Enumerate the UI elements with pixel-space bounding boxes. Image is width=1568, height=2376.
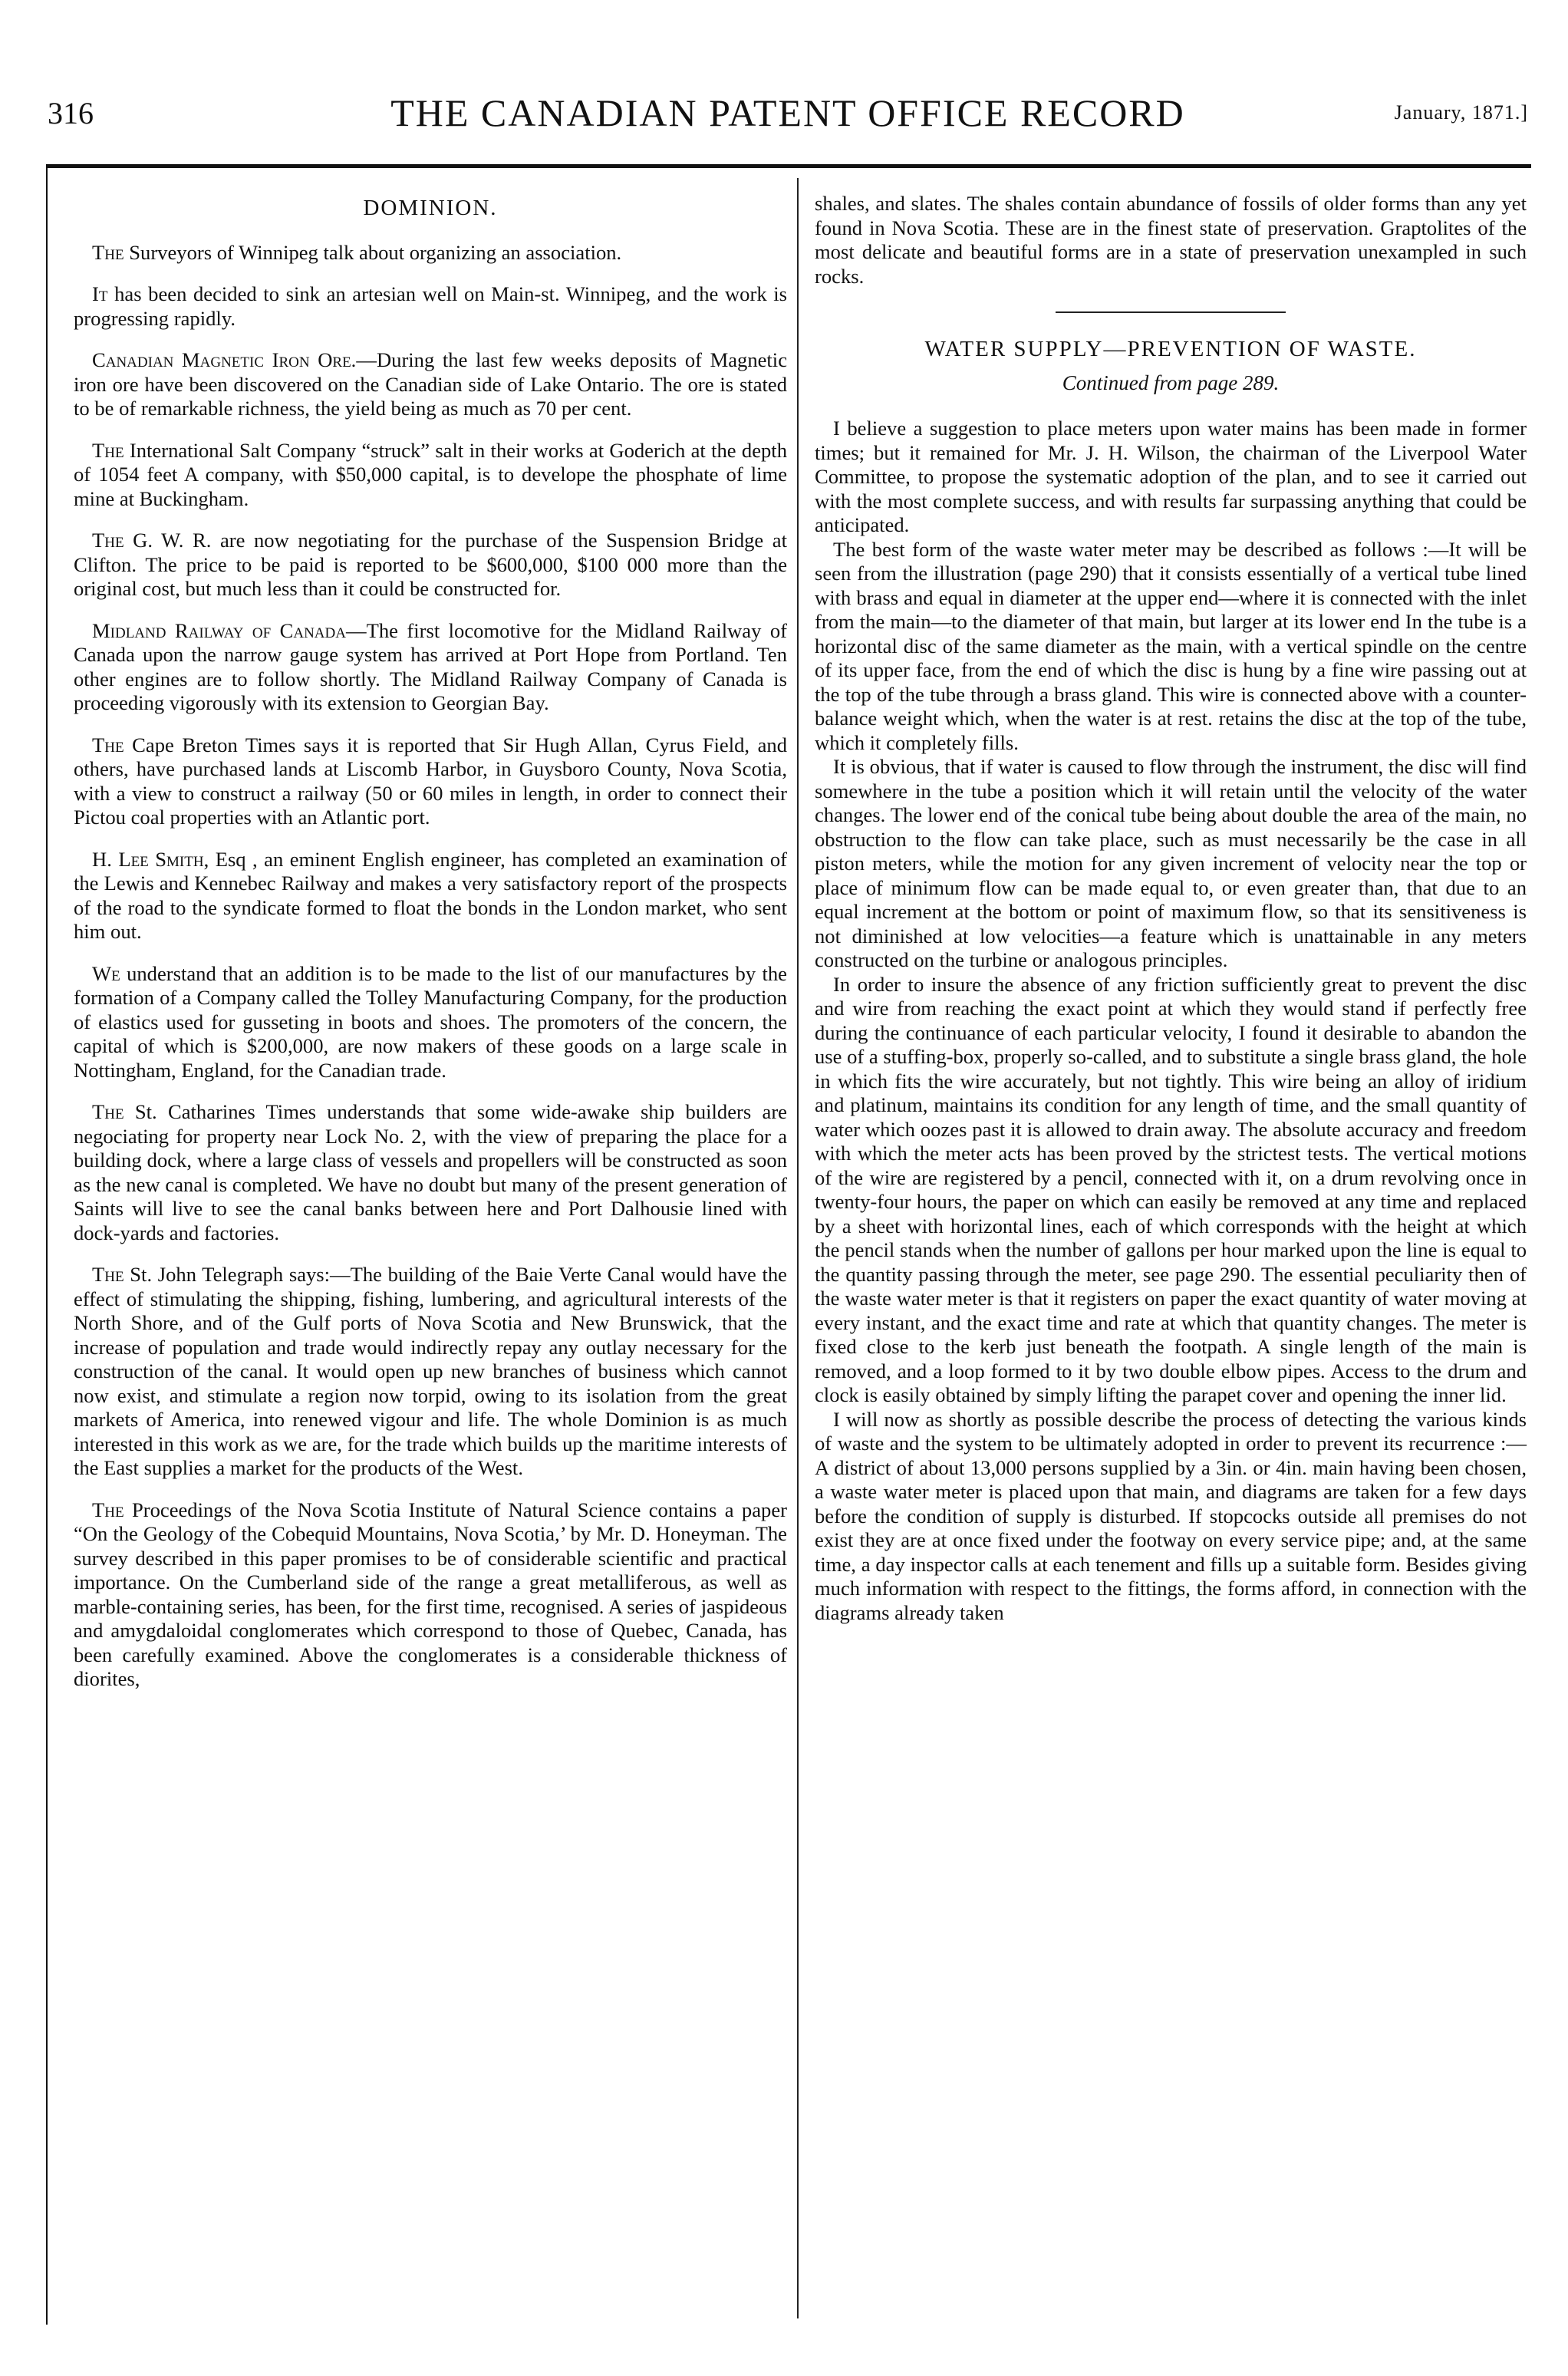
item-text: G. W. R. are now negotiating for the purchase of the Suspension Bridge at Clifton. The price to be paid is reported to be $600,000, $100 000 more than the original cost, but much less than it could be constructed for. (74, 529, 787, 600)
page-number: 316 (48, 96, 94, 130)
item-text: International Salt Company “struck” salt in their works at Goderich at the depth of 1054 feet A company, with $50,000 capital, is to develope the phosphate of lime mine at Buckingham. (74, 438, 787, 510)
article-paragraph: The best form of the waste water meter may be described as follows :—It will be seen from the illustration (page 290) that it consists essentially of a vertical tube lined with brass and equal in diameter at the upper end—where it is connected with the inlet from the main—to the diameter of that main, but larger at its lower end In the tube is a horizontal disc of the same diameter as the main, with a vertical spindle on the centre of its upper face, from the end of which the disc is hung by a fine wire passing out at the top of the tube through a brass gland. This wire is connected above with a counter-balance weight which, when the water is at rest. retains the disc at the top of the tube, which it completely fills. (815, 537, 1527, 754)
column-divider (797, 178, 799, 2318)
item-text: —The first locomotive for the Midland Railway of Canada upon the narrow gauge system has arrived at Port Hope from Portland. Ten other engines are to follow shortly. The Midland Railway Company of Canada is proceeding vigorously with its extension to Georgian Bay. (74, 618, 787, 714)
news-item (74, 282, 787, 331)
item-lead: The (92, 1263, 124, 1286)
news-item (74, 529, 787, 601)
article-paragraph: I believe a suggestion to place meters upon water mains has been made in former times; but it remained for Mr. J. H. Wilson, the chairman of the Liverpool Water Committee, to propose the systematic adoption of the plan, and to see it carried out with the most complete success, and with results far surpassing anything that could be anticipated. (815, 417, 1527, 536)
item-text: Cape Breton Times says it is reported that Sir Hugh Allan, Cyrus Field, and others, have purchased lands at Liscomb Harbor, in Guysboro County, Nova Scotia, with a view to construct a railway (50 or 60 miles in length, in order to connect their Pictou coal properties with an Atlantic port. (74, 733, 787, 829)
item-lead: The (92, 733, 124, 756)
item-lead: It (92, 282, 108, 305)
item-lead: The (92, 1498, 124, 1521)
article-subtitle: Continued from page 289. (1062, 371, 1280, 394)
item-lead: H. Lee Smith, (92, 847, 209, 871)
item-lead: The (92, 1100, 124, 1123)
section-heading-dominion: DOMINION. (363, 196, 498, 220)
item-text: St. John Telegraph says:—The building of the Baie Verte Canal would have the effect of stimulating the shipping, fishing, lumbering, and agricultural interests of the North Shore, and of the Gulf ports of Nova Scotia and New Brunswick, that the increase of population and trade would indirectly repay any outlay necessary for the construction of the canal. It would open up new branches of business which cannot now exist, and stimulate a region now torpid, owing to its isolation from the great markets of America, into renewed vigour and life. The whole Dominion is as much interested in this work as we are, for the trade which builds up the maritime interests of the East supplies a market for the products of the West. (74, 1263, 787, 1479)
news-item (74, 241, 787, 265)
left-column (74, 192, 787, 1709)
item-text: Surveyors of Winnipeg talk about organizing an association. (129, 240, 622, 264)
news-item (74, 619, 787, 716)
item-lead: Canadian Magnetic Iron Ore. (92, 348, 357, 371)
item-lead: The (92, 529, 124, 552)
running-title: THE CANADIAN PATENT OFFICE RECORD (390, 91, 1185, 134)
article-paragraph: It is obvious, that if water is caused to flow through the instrument, the disc will find somewhere in the tube a position which it will retain until the velocity of the water changes. The lower end of the conical tube being about double the area of the main, no obstruction to the flow can take place, such as must necessarily be the case in all piston meters, while the motion for any given increment of velocity near the top or place of minimum flow can be made equal to, or even greater than, that due to an equal increment at the bottom or point of maximum flow, so that its sensitiveness is not diminished at low velocities—a feature which is unattainable in any meters constructed on the turbine or analogous principles. (815, 755, 1527, 971)
news-item (74, 848, 787, 944)
item-text: understand that an addition is to be made to the list of our manufactures by the formation of a Company called the Tolley Manufacturing Company, for the production of elastics used for gusseting in boots and shoes. The promoters of the concern, the capital of which is $200,000, are now makers of these goods on a large scale in Nottingham, England, for the Canadian trade. (74, 961, 787, 1082)
right-column (815, 192, 1527, 1625)
item-text: has been decided to sink an artesian well on Main-st. Winnipeg, and the work is progressing rapidly. (74, 282, 787, 330)
news-item (74, 1263, 787, 1481)
item-text: Proceedings of the Nova Scotia Institute of Natural Science contains a paper “On the Geology of the Cobequid Mountains, Nova Scotia,’ by Mr. D. Honeyman. The survey described in this paper promises to be of considerable scientific and practical importance. On the Cumberland side of the range a great metalliferous, as well as marble-containing series, has been, for the first time, recognised. A series of jaspideous and amygdaloidal conglomerates which correspond to those of Quebec, Canada, has been carefully examined. Above the conglomerates is a considerable thickness of diorites, (74, 1498, 787, 1690)
section-rule (1056, 311, 1286, 313)
item-lead: We (92, 961, 120, 985)
news-item (74, 1100, 787, 1245)
item-text: —During the last few weeks deposits of Magnetic iron ore have been discovered on the Canadian side of Lake Ontario. The ore is stated to be of remarkable richness, the yield being as much as 70 per cent. (74, 348, 788, 420)
issue-date: January, 1871.] (1394, 101, 1528, 124)
item-text: Esq , an eminent English engineer, has completed an examination of the Lewis and Kennebec Railway and makes a very satisfactory report of the prospects of the road to the syndicate formed to float the bonds in the London market, who sent him out. (74, 847, 787, 943)
item-lead: Midland Railway of Canada (92, 618, 346, 642)
item-lead: The (92, 240, 124, 264)
item-text: St. Catharines Times understands that some wide-awake ship builders are negociating for property near Lock No. 2, with the view of preparing the place for a building dock, where a large class of vessels and propellers will be constructed as soon as the new canal is completed. We have no doubt but many of the present generation of Saints will live to see the canal banks between here and Port Dalhousie lined with dock-yards and factories. (74, 1100, 787, 1244)
article-paragraph: In order to insure the absence of any friction sufficiently great to prevent the disc and wire from reaching the exact point at which they would stand if perfectly free during the continuance of each particular velocity, I found it desirable to abandon the use of a stuffing-box, properly so-called, and to substitute a single brass gland, the hole in which fits the wire accurately, but not tightly. This wire being an alloy of iridium and platinum, maintains its condition for any length of time, and the small quantity of water which oozes past it is allowed to drain away. The absolute accuracy and freedom with which the meter acts has been proved by the strictest tests. The vertical motions of the wire are registered by a pencil, connected with it, on a drum revolving once in twenty-four hours, the paper on which can easily be removed at any time and replaced by a sheet with horizontal lines, each of which corresponds with the height at which the pencil stands when the number of gallons per hour marked upon the line is equal to the quantity passing through the meter, see page 290. The essential peculiarity then of the waste water meter is that it registers on paper the exact quantity of water moving at every instant, and the exact time and rate at which that quantity changes. The meter is fixed close to the kerb just beneath the footpath. A single length of the main is removed, and a loop formed to it by two double elbow pipes. Access to the drum and clock is easily obtained by simply lifting the parapet cover and opening the inner lid. (815, 972, 1527, 1406)
news-item (74, 733, 787, 830)
item-lead: The (92, 438, 124, 462)
news-item (74, 962, 787, 1083)
page-header (48, 91, 1528, 149)
news-item (74, 439, 787, 512)
news-item (74, 1498, 787, 1692)
article-paragraph: I will now as shortly as possible describe the process of detecting the various kinds of waste and the system to be ultimately adopted in order to prevent its recurrence :—A district of about 13,000 persons supplied by a 3in. or 4in. main having been chosen, a waste water meter is placed upon that main, and diagrams are taken for a few days before the condition of supply is disturbed. If stopcocks outside all premises do not exist they are at once fixed under the footway on every service pipe; and, at the same time, a day inspector calls at each tenement and fills up a suitable form. Besides giving much information with respect to the fittings, the forms afford, in connection with the diagrams already taken (815, 1407, 1527, 1624)
article-heading: WATER SUPPLY—PREVENTION OF WASTE. (924, 337, 1417, 361)
news-item (74, 348, 787, 421)
continued-paragraph: shales, and slates. The shales contain abundance of fossils of older forms than any yet found in Nova Scotia. These are in the finest state of preservation. Graptolites of the most delicate and beautiful forms are in a state of preservation unexampled in such rocks. (815, 192, 1527, 288)
